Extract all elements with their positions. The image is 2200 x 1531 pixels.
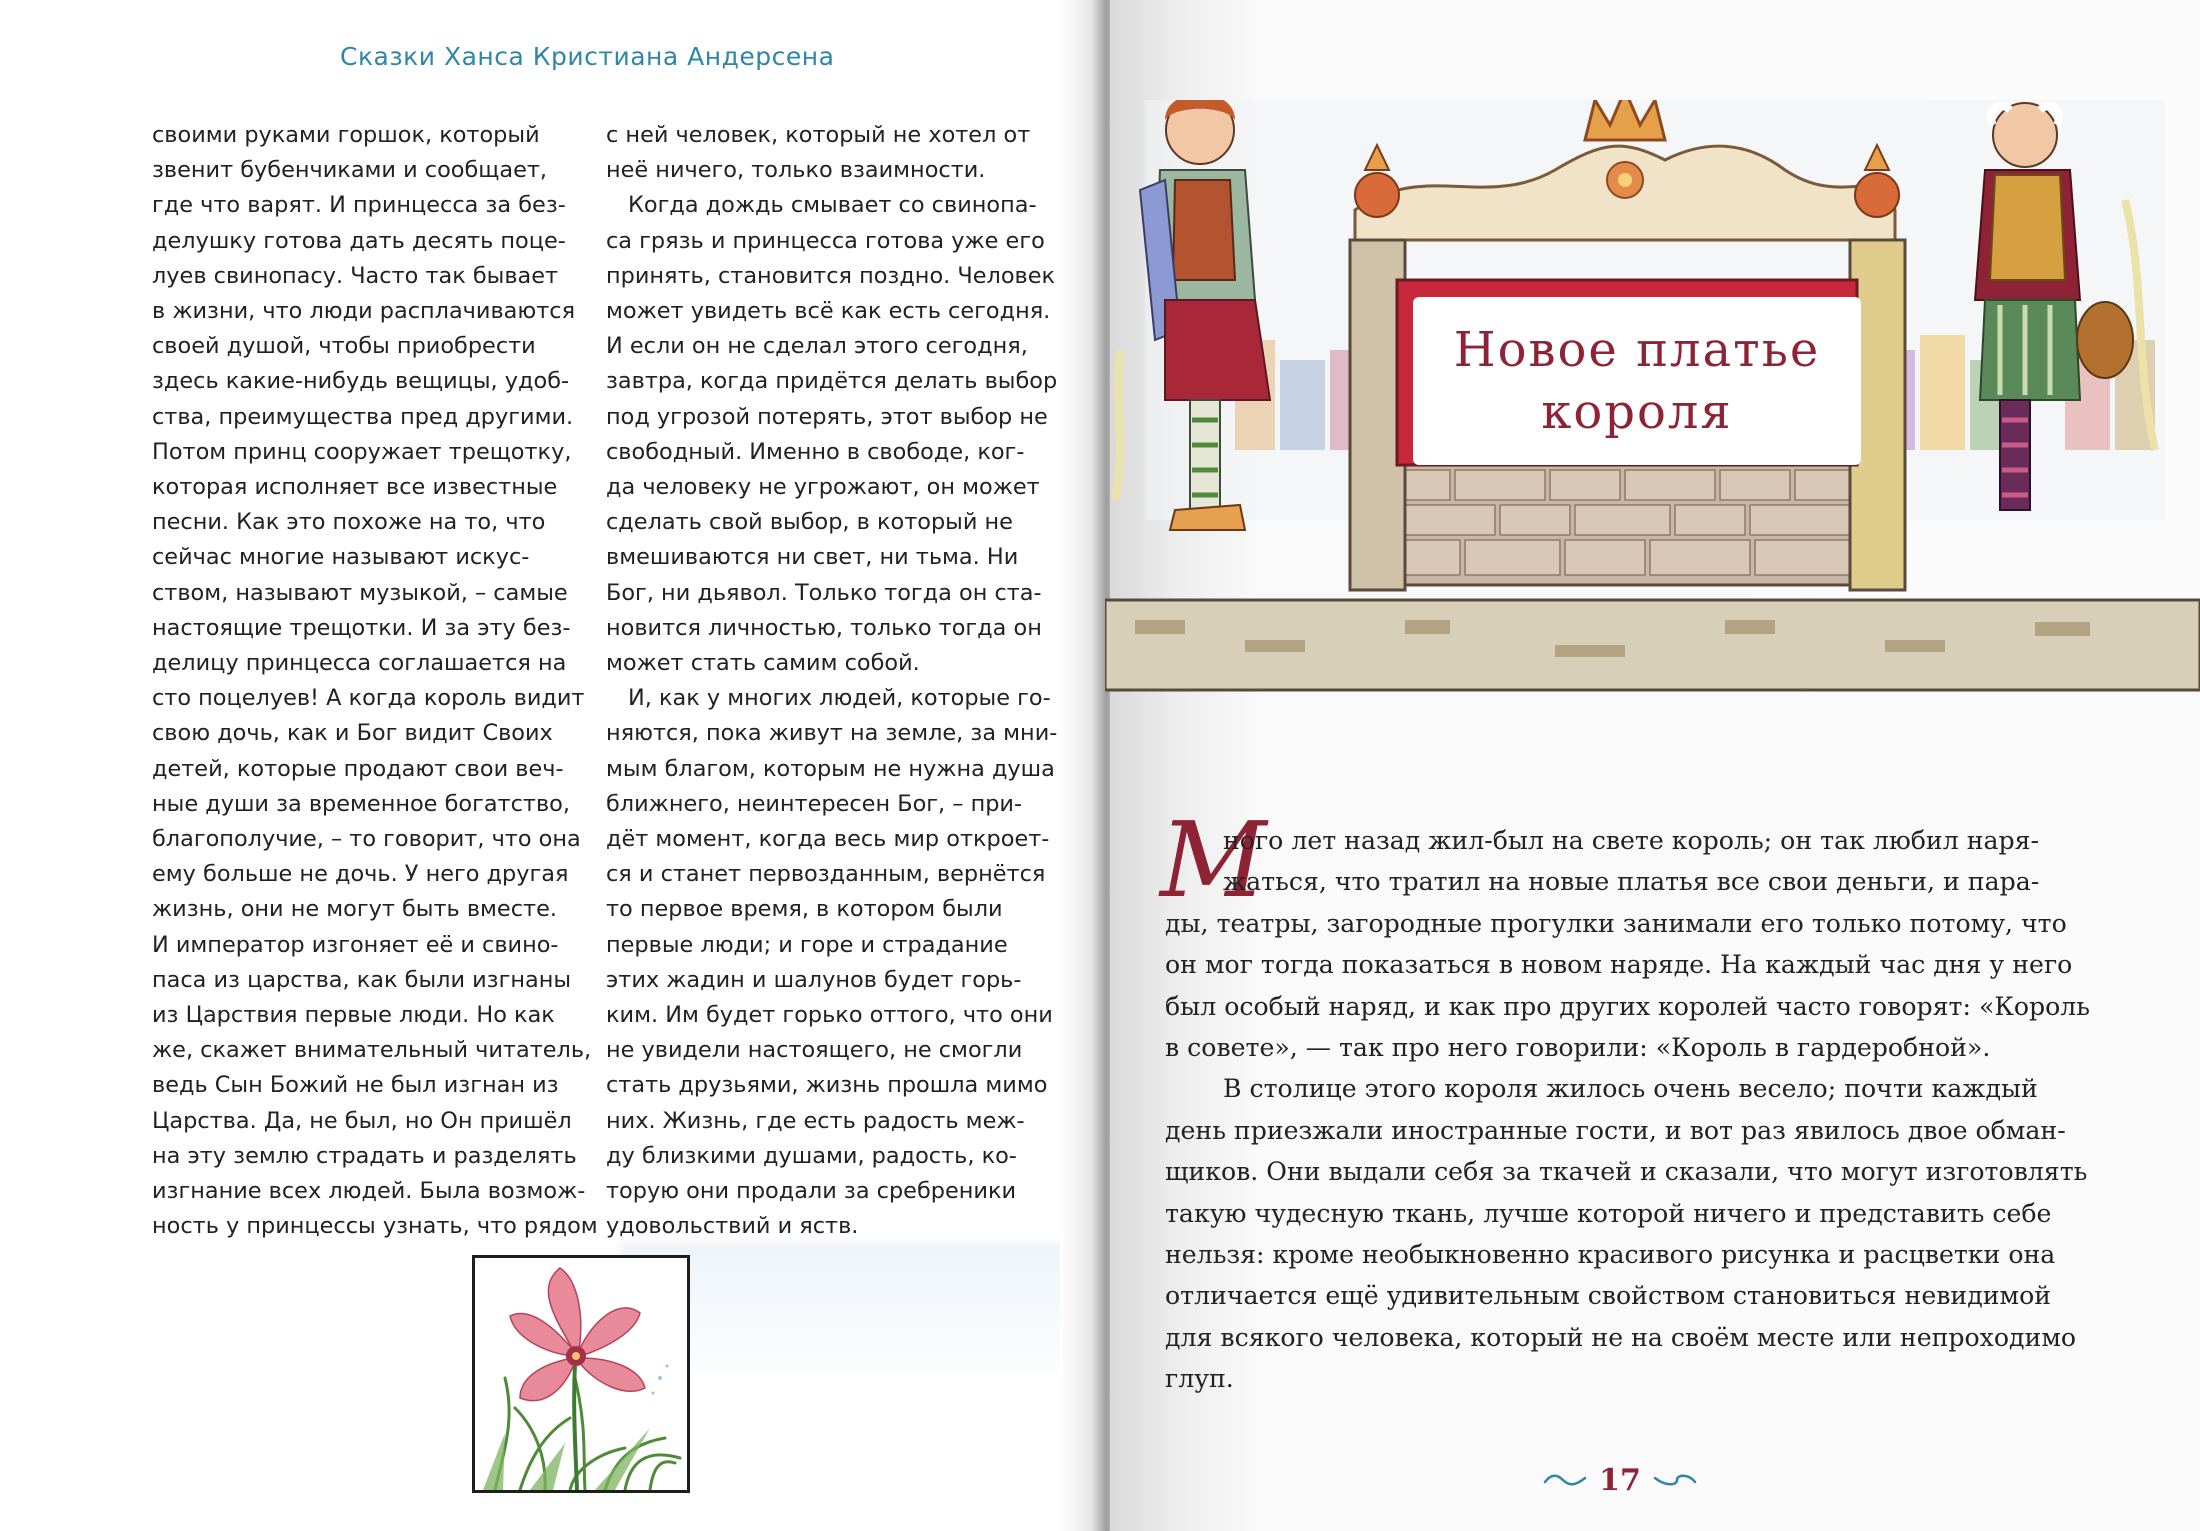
story-line: в совете», — так про него говорили: «Король в гардеробной». (1165, 1033, 1991, 1063)
page-number-ornament (1540, 1460, 1700, 1500)
left-column-text (152, 118, 598, 1245)
text-line: может увидеть всё как есть сегодня. (606, 298, 1051, 325)
story-title-line-1: Новое платье (1453, 322, 1821, 378)
text-line: И если он не сделал этого сегодня, (606, 333, 1028, 360)
running-head: Сказки Ханса Кристиана Андерсена (340, 42, 835, 71)
text-line: са грязь и принцесса готова уже его (606, 227, 1045, 254)
text-line: Царства. Да, не был, но Он пришёл (152, 1107, 572, 1134)
text-line: мым благом, которым не нужна душа (606, 755, 1055, 782)
text-line: с ней человек, который не хотел от (606, 122, 1031, 148)
text-line: И император изгоняет её и свино- (152, 931, 559, 958)
text-line: Когда дождь смывает со свинопа- (628, 192, 1037, 219)
text-line: них. Жизнь, где есть радость меж- (606, 1107, 1025, 1134)
right-squiggle-icon (1653, 1472, 1697, 1488)
story-line: нельзя: кроме необыкновенно красивого рисунка и расцветки она (1165, 1240, 2056, 1270)
text-line: то первое время, в котором были (606, 896, 1003, 923)
text-line: сто поцелуев! А когда король видит (152, 685, 585, 712)
story-title-line-2: короля (1541, 384, 1733, 440)
text-line: да человеку не угрожают, он может (606, 474, 1040, 501)
text-line: делушку готова дать десять поце- (152, 227, 566, 254)
page-number: 17 (1599, 1462, 1641, 1498)
text-line: луев свинопасу. Часто так бывает (152, 262, 559, 289)
story-line: ды, театры, загородные прогулки занимали его только потому, что (1165, 908, 2067, 938)
text-line: Потом принц сооружает трещотку, (152, 438, 572, 465)
text-line: свою дочь, как и Бог видит Своих (152, 720, 553, 747)
text-line: не увидели настоящего, не смогли (606, 1037, 1023, 1064)
text-line: жизнь, они не могут быть вместе. (152, 896, 557, 923)
text-line: завтра, когда придётся делать выбор (606, 368, 1058, 395)
story-line: он мог тогда показаться в новом наряде. На каждый час дня у него (1165, 950, 2073, 980)
text-line: под угрозой потерять, этот выбор не (606, 403, 1048, 430)
text-line: новится личностью, только тогда он (606, 614, 1042, 641)
text-line: песни. Как это похоже на то, что (152, 509, 546, 536)
story-line: глуп. (1165, 1364, 1234, 1394)
story-line: ного лет назад жил-был на свете король; он так любил наря- (1223, 826, 2040, 855)
title-panel (1413, 297, 1861, 465)
drop-cap: М (1160, 799, 1267, 921)
text-line: ства, преимущества пред другими. (152, 403, 574, 430)
text-line: может стать самим собой. (606, 650, 920, 677)
story-line: такую чудесную ткань, лучше которой ничего и представить себе (1165, 1198, 2052, 1228)
text-line: делицу принцесса соглашается на (152, 650, 567, 677)
story-text (1165, 820, 2091, 1400)
text-line: вмешиваются ни свет, ни тьма. Ни (606, 544, 1019, 571)
story-line: В столице этого короля жилось очень весело; почти каждый (1223, 1074, 2038, 1104)
text-line: няются, пока живут на земле, за мни- (606, 720, 1058, 747)
story-line: день приезжали иностранные гости, и вот раз явилось двое обман- (1165, 1115, 2066, 1145)
story-line: жаться, что тратил на новые платья все свои деньги, и пара- (1223, 867, 2040, 897)
right-column-text (606, 118, 1058, 1245)
text-line: же, скажет внимательный читатель, (152, 1037, 592, 1064)
text-line: принять, становится поздно. Человек (606, 262, 1056, 289)
text-line: первые люди; и горе и страдание (606, 931, 1008, 958)
text-line: на эту землю страдать и разделять (152, 1142, 577, 1169)
text-line: дёт момент, когда весь мир откроет- (606, 826, 1050, 853)
text-line: ему больше не дочь. У него другая (152, 861, 569, 888)
text-line: ведь Сын Божий не был изгнан из (152, 1072, 559, 1099)
text-line: в жизни, что люди расплачиваются (152, 298, 576, 325)
text-line: своей душой, чтобы приобрести (152, 333, 536, 360)
text-line: ким. Им будет горько оттого, что они (606, 1002, 1053, 1029)
story-line: был особый наряд, и как про других королей часто говорят: «Король (1165, 991, 2091, 1021)
text-line: этих жадин и шалунов будет горь- (606, 966, 1022, 993)
text-line: торую они продали за сребреники (606, 1178, 1017, 1205)
text-line: сейчас многие называют искус- (152, 544, 530, 571)
flower-drawing (475, 1258, 687, 1490)
flower-illustration (472, 1255, 690, 1493)
text-line: которая исполняет все известные (152, 474, 558, 501)
text-line: ся и станет первозданным, вернётся (606, 861, 1046, 888)
text-line: благополучие, – то говорит, что она (152, 826, 581, 853)
text-line: из Царствия первые люди. Но как (152, 1002, 555, 1029)
text-line: сделать свой выбор, в который не (606, 509, 1013, 536)
story-line: отличается ещё удивительным свойством становиться невидимой (1165, 1281, 2052, 1311)
text-line: настоящие трещотки. И за эту без- (152, 614, 571, 641)
text-line: где что варят. И принцесса за без- (152, 192, 566, 219)
text-line: ством, называют музыкой, – самые (152, 579, 568, 606)
text-line: Бог, ни дьявол. Только тогда он ста- (606, 579, 1042, 606)
text-line: здесь какие-нибудь вещицы, удоб- (152, 368, 570, 395)
text-line: ные души за временное богатство, (152, 790, 570, 817)
text-line: изгнание всех людей. Была возмож- (152, 1178, 586, 1205)
text-line: ду близкими душами, радость, ко- (606, 1142, 1017, 1169)
text-line: звенит бубенчиками и сообщает, (152, 157, 548, 184)
left-squiggle-icon (1543, 1472, 1587, 1488)
text-line: стать друзьями, жизнь прошла мимо (606, 1072, 1048, 1099)
text-line: неё ничего, только взаимности. (606, 157, 986, 184)
text-line: удовольствий и яств. (606, 1213, 859, 1240)
text-line: паса из царства, как были изгнаны (152, 966, 572, 993)
text-line: своими руками горшок, который (152, 122, 540, 148)
text-line: ближнего, неинтересен Бог, – при- (606, 790, 1023, 817)
text-line: детей, которые продают свои веч- (152, 755, 564, 782)
story-line: для всякого человека, который не на своём месте или непроходимо (1165, 1322, 2077, 1352)
text-line: И, как у многих людей, которые го- (628, 685, 1051, 712)
text-line: свободный. Именно в свободе, ког- (606, 438, 1025, 465)
story-line: щиков. Они выдали себя за ткачей и сказали, что могут изготовлять (1165, 1157, 2088, 1187)
text-line: ность у принцессы узнать, что рядом (152, 1213, 598, 1240)
